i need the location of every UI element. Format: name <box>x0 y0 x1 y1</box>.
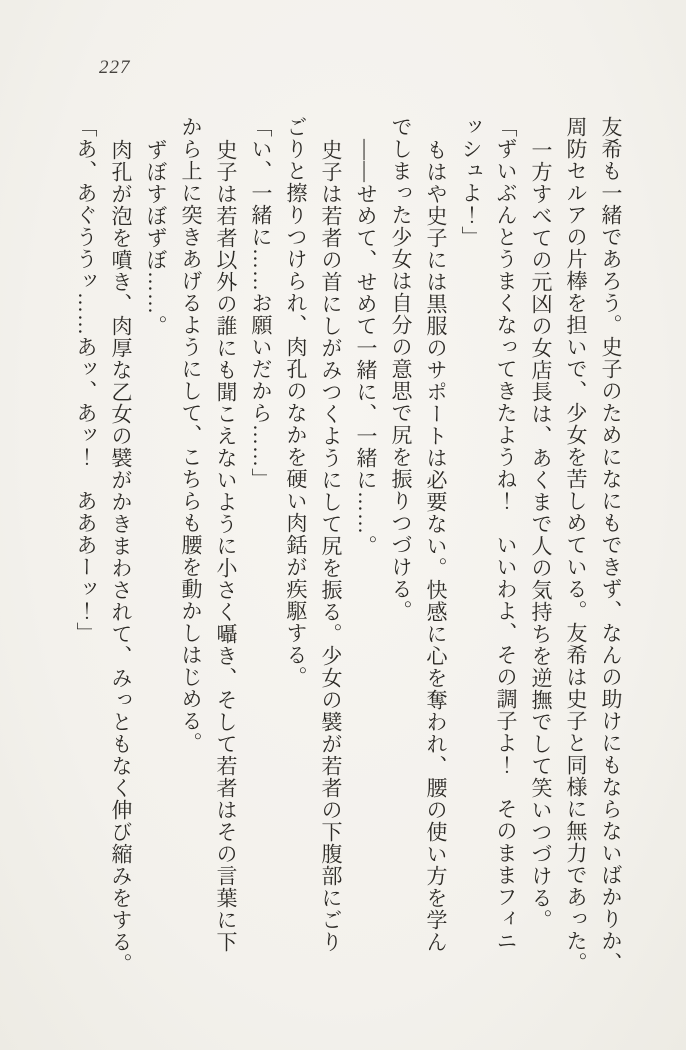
page-text <box>68 116 628 994</box>
page-number: 227 <box>99 57 131 78</box>
text-column: ッシュよ！」 <box>459 116 483 248</box>
text-column: 友希も一緒であろう。史子のためになにもできず、なんの助けにもならないばかりか、 <box>599 116 623 974</box>
text-column: 史子は若者以外の誰にも聞こえないように小さく囁き、そして若者はその言葉に下 <box>214 139 238 953</box>
text-column: でしまった少女は自分の意思で尻を振りつづける。 <box>389 116 413 622</box>
text-column: から上に突きあげるようにして、こちらも腰を動かしはじめる。 <box>179 116 203 754</box>
text-column: 肉孔が泡を噴き、肉厚な乙女の襞がかきまわされて、みっともなく伸び縮みをする。 <box>109 139 133 975</box>
text-column: 「い、一緒に……お願いだから……」 <box>249 116 273 490</box>
text-column: ごりと擦りつけられ、肉孔のなかを硬い肉銛が疾駆する。 <box>284 116 308 688</box>
text-column: 史子は若者の首にしがみつくようにして尻を振る。少女の襞が若者の下腹部にごり <box>319 139 343 953</box>
text-column: 「ずいぶんとうまくなってきたようね！ いいわよ、その調子よ！ そのままフィニ <box>494 116 518 952</box>
text-column: もはや史子には黒服のサポートは必要ない。快感に心を奪われ、腰の使い方を学ん <box>424 139 448 953</box>
text-column: ずぼすぼずぼ……。 <box>144 139 168 337</box>
text-column: 周防セルアの片棒を担いで、少女を苦しめている。友希は史子と同様に無力であった。 <box>564 116 588 974</box>
text-column: 一方すべての元凶の女店長は、あくまで人の気持ちを逆撫でして笑いつづける。 <box>529 139 553 931</box>
text-column: ――せめて、せめて一緒に、一緒に……。 <box>354 139 378 557</box>
text-column: 「あ、あぐううッ……あッ、あッ！ あああーッ！」 <box>74 116 98 644</box>
